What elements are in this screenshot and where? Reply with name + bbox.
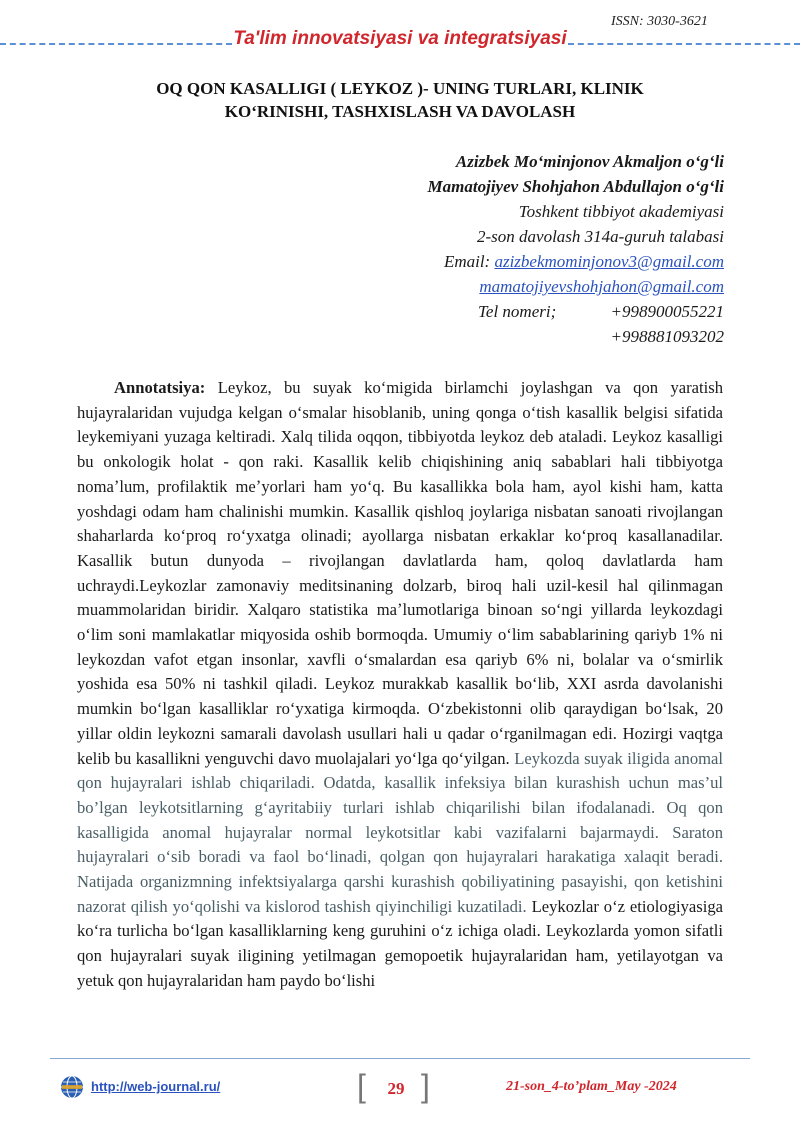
email-row-1: [300, 249, 724, 274]
tel-row-2: [300, 324, 724, 349]
article-title: [85, 77, 715, 123]
issue-info: 21-son_4-to’plam_May -2024: [506, 1079, 677, 1094]
author-2: Mamatojiyev Shohjahon Abdullajon oʻgʻli: [427, 177, 724, 196]
footer-divider: [50, 1058, 750, 1059]
abstract-text-main: Leykoz, bu suyak koʻmigida birlamchi joylashgan va qon yaratish hujayralaridan vujudga kelgan oʻsmalar hisoblanib, uning qonga oʻtish kasallik belgisi sifatida leykemiyani yuzaga keltiradi. Xalq tilida oqqon, tibbiyotda leykoz deb ataladi. Leykoz kasalligi bu onkologik holat - qon raki. Kasallik kelib chiqishining aniq sabablari hali tibbiyotga nomaʼlum, profilaktik meʼyorlari ham yoʻq. Bu kasallikka bola ham, ayol kishi ham, katta yoshdagi odam ham chalinishi mumkin. Kasallik qishloq joylariga nisbatan sanoati rivojlangan shaharlarda koʻproq roʻyxatga olinadi; ayollarga nisbatan erkaklar koʻproq kasallanadilar. Kasallik butun dunyoda – rivojlangan davlatlarda ham, qoloq davlatlarda ham uchraydi.Leykozlar zamonaviy meditsinaning dolzarb, biroq hali uzil-kesil hal qilinmagan muammolaridan biridir. Xalqaro statistika maʼlumotlariga binoan soʻngi yillarda leykozdagi oʻlim soni mamlakatlar miqyosida oshib bormoqda. Umumiy oʻlim sabablarining qariyb 1% ni leykozdan vafot etgan insonlar, xavfli oʻsmalardan esa qariyb 6% ni, bolalar va oʻsmirlik yoshida esa 50% ni tashkil qiladi. Leykoz murakkab kasallik boʻlib, XXI asrda davolanishi mumkin boʻlgan kasalliklar roʻyxatiga kirmoqda. Oʻzbekistonni olib qaraydigan boʻlsak, 20 yillar oldin leykozni samarali davolash usullari hali u qadar oʻrganilmagan edi. Hozirgi vaqtga kelib bu kasallikni yenguvchi davo muolajalari yoʻlga qoʻyilgan.: [77, 378, 723, 768]
abstract-text-light: Leykozda suyak iligida anomal qon hujayralari ishlab chiqariladi. Odatda, kasallik infeksiya bilan kurashish uchun mas’ul bo’lgan leykotsitlarning gʻayritabiiy turlari ishlab chiqarilishi bilan ifodalanadi. Oq qon kasalligida anomal hujayralar normal leykotsitlar kabi vazifalarni bajarmaydi. Saraton hujayralari oʻsib boradi va faol boʻlinadi, qolgan qon hujayralari harakatiga xalaqit beradi. Natijada organizmning infektsiyalarga qarshi kurashish qobiliyatining pasayishi, qon ketishini nazorat qilish yoʻqolishi va kislorod tashish qiyinchiligi kuzatiladi.: [77, 748, 723, 916]
header-dash-right: [568, 43, 800, 45]
email-row-2: [300, 274, 724, 299]
email-label: Email:: [443, 252, 495, 271]
author-1: Azizbek Moʻminjonov Akmaljon oʻgʻli: [455, 152, 724, 171]
article-title-line1: OQ QON KASALLIGI ( LEYKOZ )- UNING TURLARI, KLINIK: [156, 79, 644, 98]
journal-website-link[interactable]: http://web-journal.ru/: [91, 1079, 221, 1094]
article-title-line2: KOʻRINISHI, TASHXISLASH VA DAVOLASH: [224, 102, 576, 121]
author-block: [300, 149, 724, 349]
email-link-2[interactable]: mamatojiyevshohjahon@gmail.com: [479, 277, 724, 296]
page-bracket-left: [: [357, 1068, 366, 1104]
globe-icon: [60, 1075, 84, 1099]
issn: ISSN: 3030-3621: [611, 14, 708, 29]
email-link-1[interactable]: azizbekmominjonov3@gmail.com: [494, 252, 724, 271]
tel-row-1: [300, 299, 724, 324]
abstract-label: Annotatsiya:: [114, 378, 206, 397]
affiliation-2: 2-son davolash 314a-guruh talabasi: [477, 227, 724, 246]
tel-label: Tel nomeri;: [478, 302, 557, 321]
tel-number-1: +998900055221: [610, 302, 724, 321]
page-number: 29: [387, 1079, 405, 1098]
abstract-text-end: Leykozlar oʻz etiologiyasiga koʻra turlicha boʻlgan kasalliklarning keng guruhini oʻz ichiga oladi. Leykozlarda yomon sifatli qon hujayralari suyak iligining yetilmagan gemopoetik hujayralaridan ham, yetilayotgan va yetuk qon hujayralaridan ham paydo boʻlishi: [77, 896, 724, 990]
affiliation-1: Toshkent tibbiyot akademiyasi: [518, 202, 724, 221]
journal-title: Ta'lim innovatsiyasi va integratsiyasi: [233, 28, 567, 49]
tel-number-2: +998881093202: [610, 327, 724, 346]
header-dash-left: [0, 43, 232, 45]
page-bracket-right: ]: [421, 1068, 430, 1104]
abstract-paragraph: [77, 376, 723, 994]
